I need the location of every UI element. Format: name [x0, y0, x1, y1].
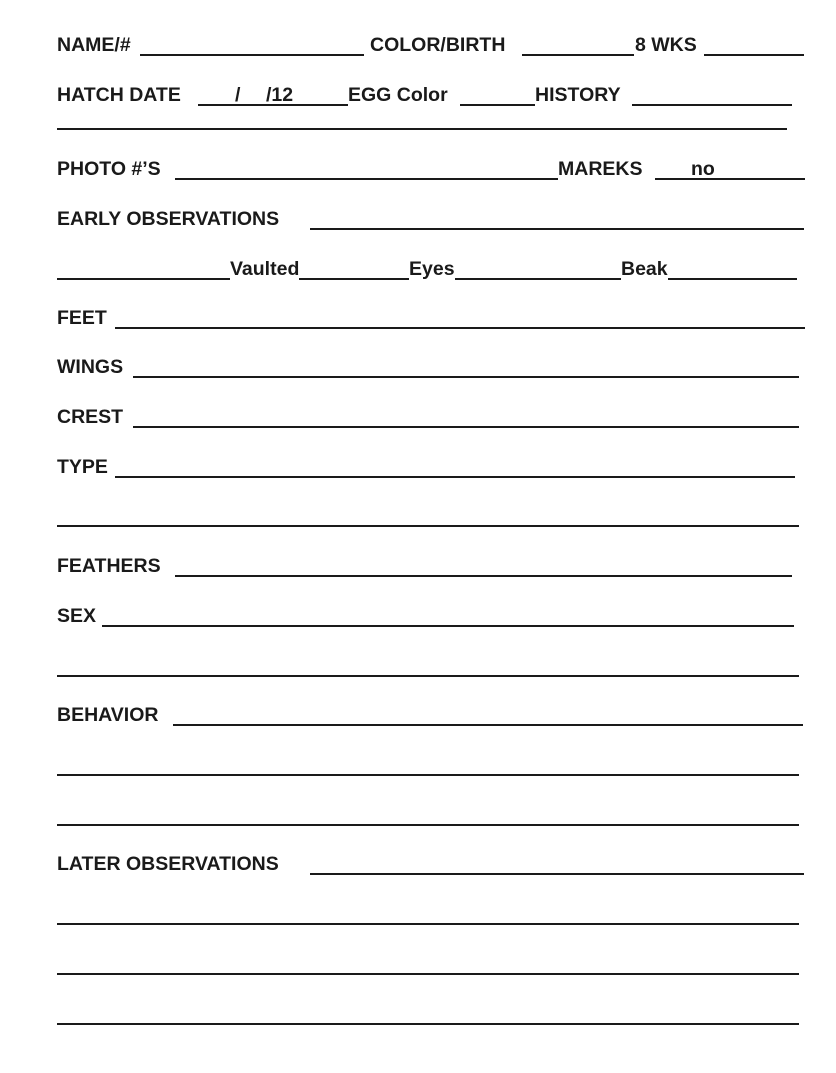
sex-label: SEX [57, 605, 97, 627]
feet-label: FEET [57, 307, 107, 329]
type-label: TYPE [57, 456, 108, 478]
name-label: NAME/# [57, 34, 131, 56]
beak-label: Beak [621, 258, 668, 280]
eyes-label: Eyes [409, 258, 455, 280]
later-observations-field[interactable] [310, 873, 804, 875]
hatch-date-label: HATCH DATE [57, 84, 181, 106]
mareks-value: no [691, 158, 715, 180]
egg-color-label: EGG Color [348, 84, 448, 106]
name-field[interactable] [140, 54, 364, 56]
history-label: HISTORY [535, 84, 621, 106]
wings-field[interactable] [133, 376, 799, 378]
behavior-continuation-line-1[interactable] [57, 774, 799, 776]
behavior-field[interactable] [173, 724, 803, 726]
sex-continuation-line[interactable] [57, 675, 799, 677]
sex-field[interactable] [102, 625, 794, 627]
hatch-date-slash: / [235, 84, 241, 106]
feathers-field[interactable] [175, 575, 792, 577]
vaulted-label: Vaulted [230, 258, 300, 280]
type-continuation-line[interactable] [57, 525, 799, 527]
later-observations-label: LATER OBSERVATIONS [57, 853, 279, 875]
eight-weeks-label: 8 WKS [635, 34, 697, 56]
photo-label: PHOTO #’S [57, 158, 161, 180]
color-birth-field[interactable] [522, 54, 634, 56]
later-observations-line-2[interactable] [57, 973, 799, 975]
crest-field[interactable] [133, 426, 799, 428]
feet-field[interactable] [115, 327, 805, 329]
history-field[interactable] [632, 104, 792, 106]
mareks-field[interactable] [655, 178, 805, 180]
early-observations-field[interactable] [310, 228, 804, 230]
later-observations-line-3[interactable] [57, 1023, 799, 1025]
color-birth-label: COLOR/BIRTH [370, 34, 506, 56]
hatch-date-year: /12 [266, 84, 294, 106]
history-continuation-line[interactable] [57, 128, 787, 130]
photo-field[interactable] [175, 178, 560, 180]
type-field[interactable] [115, 476, 795, 478]
early-observations-label: EARLY OBSERVATIONS [57, 208, 280, 230]
behavior-continuation-line-2[interactable] [57, 824, 799, 826]
eight-weeks-field[interactable] [704, 54, 804, 56]
egg-color-field[interactable] [460, 104, 535, 106]
wings-label: WINGS [57, 356, 124, 378]
crest-label: CREST [57, 406, 124, 428]
mareks-label: MAREKS [558, 158, 643, 180]
feathers-label: FEATHERS [57, 555, 161, 577]
behavior-label: BEHAVIOR [57, 704, 159, 726]
later-observations-line-1[interactable] [57, 923, 799, 925]
